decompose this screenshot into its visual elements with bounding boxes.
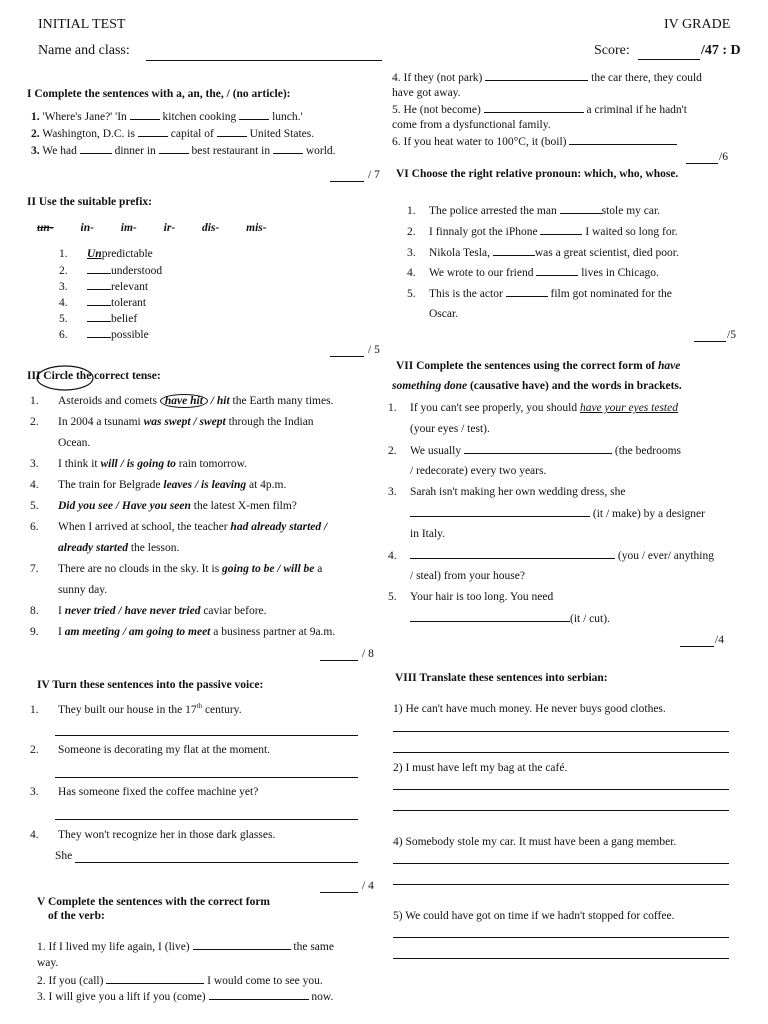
s3-item-3: 3. I think it will / is going to rain tomorrow. (30, 458, 248, 470)
s7-item-2-cont: / redecorate) every two years. (410, 465, 547, 477)
s8-item-4: 4) Somebody stole my car. It must have been a gang member. (393, 836, 677, 848)
section-7-title-cont: something done (causative have) and the words in brackets. (392, 380, 682, 392)
s3-item-6-cont: already started the lesson. (58, 542, 180, 554)
s7-item-4-cont: / steal) from your house? (410, 570, 525, 582)
s7-item-3-cont2: in Italy. (410, 528, 446, 540)
s5-item-6: 6. If you heat water to 100°C, it (boil) (392, 135, 677, 148)
s3-item-4: 4. The train for Belgrade leaves / is leaving at 4p.m. (30, 479, 287, 491)
s3-item-5: 5. Did you see / Have you seen the latest X-men film? (30, 500, 297, 512)
blank[interactable] (485, 71, 588, 81)
s5-item-2: 2. If you (call) I would come to see you. (37, 975, 323, 987)
s4-item-3: 3. Has someone fixed the coffee machine yet? (30, 786, 259, 798)
s3-item-1: 1. Asteroids and comets have hit / hit the Earth many times. (30, 395, 334, 407)
s4-item-1: 1. They built our house in the 17th century. (30, 702, 242, 716)
blank[interactable] (80, 144, 112, 154)
s6-item-4: 4. We wrote to our friend lives in Chicago. (407, 267, 659, 279)
s2-item-5: 5. belief (59, 313, 138, 325)
prefix: mis- (246, 222, 267, 234)
answer-option[interactable]: am meeting / am going to meet (64, 626, 211, 638)
blank[interactable] (410, 549, 615, 559)
s6-item-5: 5. This is the actor film got nominated for the (407, 288, 672, 300)
blank[interactable] (493, 246, 535, 256)
blank[interactable] (87, 264, 111, 274)
section-7-title: VII Complete the sentences using the correct form of have (396, 360, 681, 372)
blank[interactable] (87, 280, 111, 290)
section-5-title-cont: of the verb: (48, 910, 105, 922)
blank[interactable] (239, 110, 269, 120)
score-blank[interactable] (320, 892, 358, 893)
s5-item-4-cont: have got away. (392, 87, 461, 99)
answer-line[interactable] (55, 735, 358, 736)
s6-item-3: 3. Nikola Tesla, was a great scientist, died poor. (407, 247, 679, 259)
s7-item-3: 3. Sarah isn't making her own wedding dress, she (388, 486, 626, 498)
s8-item-1: 1) He can't have much money. He never buys good clothes. (393, 703, 666, 715)
section-5-title: V Complete the sentences with the correct form (37, 896, 271, 908)
score-blank[interactable] (694, 341, 726, 342)
s2-item-3: 3. relevant (59, 281, 149, 293)
s5-item-5-cont: come from a dysfunctional family. (392, 119, 551, 131)
section-5-score: /6 (719, 151, 728, 163)
answer-option[interactable]: never tried / have never tried (64, 605, 201, 617)
blank[interactable] (217, 127, 247, 137)
answer-line[interactable] (55, 777, 358, 778)
section-3-title: III Circle the correct tense: (27, 370, 161, 382)
answer-line[interactable] (393, 789, 729, 790)
answer-line[interactable] (393, 752, 729, 753)
answer-option[interactable]: had already started / (230, 521, 328, 533)
blank[interactable] (130, 110, 160, 120)
section-7-score: /4 (715, 634, 724, 646)
prefix: im- (120, 222, 137, 234)
prefix-list (37, 222, 291, 234)
answer-line[interactable] (393, 863, 729, 864)
prefix: ir- (163, 222, 176, 234)
score-blank[interactable] (330, 181, 364, 182)
blank[interactable] (87, 312, 111, 322)
s3-item-2: 2. In 2004 a tsunami was swept / swept through the Indian (30, 416, 314, 428)
score-label: Score: (594, 43, 630, 58)
answer-option[interactable]: going to be / will be (222, 563, 315, 575)
s2-item-4: 4. tolerant (59, 297, 147, 309)
s7-item-1: 1. If you can't see properly, you should have your eyes tested (388, 402, 678, 414)
blank[interactable] (106, 974, 204, 984)
s3-item-9: 9. I am meeting / am going to meet a business partner at 9a.m. (30, 626, 336, 638)
blank[interactable] (464, 444, 612, 454)
answer-line[interactable] (393, 810, 729, 811)
section-8-title: VIII Translate these sentences into serbian: (395, 672, 608, 684)
s5-item-3: 3. I will give you a lift if you (come) now. (37, 991, 334, 1003)
blank[interactable] (159, 144, 189, 154)
blank[interactable] (506, 287, 548, 297)
s4-item-4: 4. They won't recognize her in those dark glasses. (30, 829, 276, 841)
blank[interactable] (484, 103, 584, 113)
section-2-title: II Use the suitable prefix: (27, 196, 153, 208)
s7-item-2: 2. We usually (the bedrooms (388, 445, 681, 457)
blank[interactable] (193, 940, 291, 950)
s2-item-1: 1. Unpredictable (59, 248, 153, 260)
s7-item-5-cont: (it / cut). (410, 612, 610, 625)
s3-item-2-cont: Ocean. (58, 437, 91, 449)
s7-item-4: 4. (you / ever/ anything (388, 550, 715, 562)
s3-item-7-cont: sunny day. (58, 584, 108, 596)
s5-item-4: 4. If they (not park) the car there, they could (392, 72, 702, 84)
grade-label: IV GRADE (664, 17, 731, 32)
blank[interactable] (569, 135, 677, 145)
section-4-score: / 4 (362, 880, 374, 892)
blank[interactable] (536, 266, 578, 276)
s3-item-8: 8. I never tried / have never tried caviar before. (30, 605, 267, 617)
s3-item-7: 7. There are no clouds in the sky. It is going to be / will be a (30, 563, 323, 575)
score-blank[interactable] (686, 163, 718, 164)
blank[interactable] (87, 328, 111, 338)
section-6-score: /5 (727, 329, 736, 341)
prefix: un- (37, 222, 54, 234)
s1-item-1: 1. 'Where's Jane?' 'In kitchen cooking lunch.' (31, 111, 303, 123)
answer-option[interactable]: Did you see / Have you seen (58, 500, 191, 512)
s6-item-2: 2. I finnaly got the iPhone I waited so long for. (407, 226, 678, 238)
section-4-title: IV Turn these sentences into the passive voice: (37, 679, 264, 691)
section-6-title: VI Choose the right relative pronoun: which, who, whose. (396, 168, 679, 180)
section-1-title: I Complete the sentences with a, an, the, / (no article): (27, 88, 291, 100)
answer-line[interactable] (393, 884, 729, 885)
answer-line[interactable] (393, 958, 729, 959)
section-2-score: / 5 (368, 344, 380, 356)
prefix: in- (80, 222, 94, 234)
score-total: /47 : D (701, 43, 741, 58)
s8-item-2: 2) I must have left my bag at the café. (393, 762, 568, 774)
answer-option[interactable]: leaves / is leaving (163, 479, 247, 491)
answer-line[interactable] (75, 862, 358, 863)
example-answer: have your eyes tested (579, 402, 678, 414)
s1-item-3: 3. We had dinner in best restaurant in world. (31, 145, 336, 157)
s5-item-5: 5. He (not become) a criminal if he hadn't (392, 104, 687, 116)
s5-item-1: 1. If I lived my life again, I (live) the same (37, 941, 334, 953)
s2-item-6: 6. possible (59, 329, 149, 341)
s4-item-2: 2. Someone is decorating my flat at the moment. (30, 744, 271, 756)
score-field[interactable] (638, 59, 700, 60)
score-blank[interactable] (330, 356, 364, 357)
blank[interactable] (87, 296, 111, 306)
s3-item-6: 6. When I arrived at school, the teacher had already started / (30, 521, 328, 533)
s6-item-5-cont: Oscar. (429, 308, 459, 320)
score-blank[interactable] (680, 646, 714, 647)
blank[interactable] (540, 225, 582, 235)
test-title: INITIAL TEST (38, 17, 126, 32)
answer-line[interactable] (55, 819, 358, 820)
s6-item-1: 1. The police arrested the man stole my car. (407, 205, 661, 217)
answer-line[interactable] (393, 731, 729, 732)
section-1-score: / 7 (368, 169, 380, 181)
answer-option[interactable]: already started (58, 542, 128, 554)
blank[interactable] (560, 204, 602, 214)
s8-item-5: 5) We could have got on time if we hadn't stopped for coffee. (393, 910, 675, 922)
answer-option[interactable]: was swept / swept (143, 416, 226, 428)
score-blank[interactable] (320, 660, 358, 661)
circle-mark (35, 364, 95, 392)
name-label: Name and class: (38, 43, 130, 58)
s1-item-2: 2. Washington, D.C. is capital of United States. (31, 128, 315, 140)
s5-item-1-cont: way. (37, 957, 59, 969)
name-field[interactable] (146, 60, 382, 61)
s7-item-3-cont: (it / make) by a designer (410, 507, 705, 520)
answer-line[interactable] (393, 937, 729, 938)
s2-item-2: 2. understood (59, 265, 163, 277)
section-3-score: / 8 (362, 648, 374, 660)
blank[interactable] (273, 144, 303, 154)
answer-option[interactable]: will / is going to (100, 458, 176, 470)
s7-item-5: 5. Your hair is too long. You need (388, 591, 554, 603)
s7-item-1-cont: (your eyes / test). (410, 423, 490, 435)
circled-answer[interactable]: have hit (160, 394, 208, 408)
blank[interactable] (410, 612, 570, 622)
blank[interactable] (209, 990, 309, 1000)
prefix: dis- (202, 222, 220, 234)
blank[interactable] (410, 507, 590, 517)
s4-item-4-start: She (55, 850, 73, 862)
blank[interactable] (138, 127, 168, 137)
